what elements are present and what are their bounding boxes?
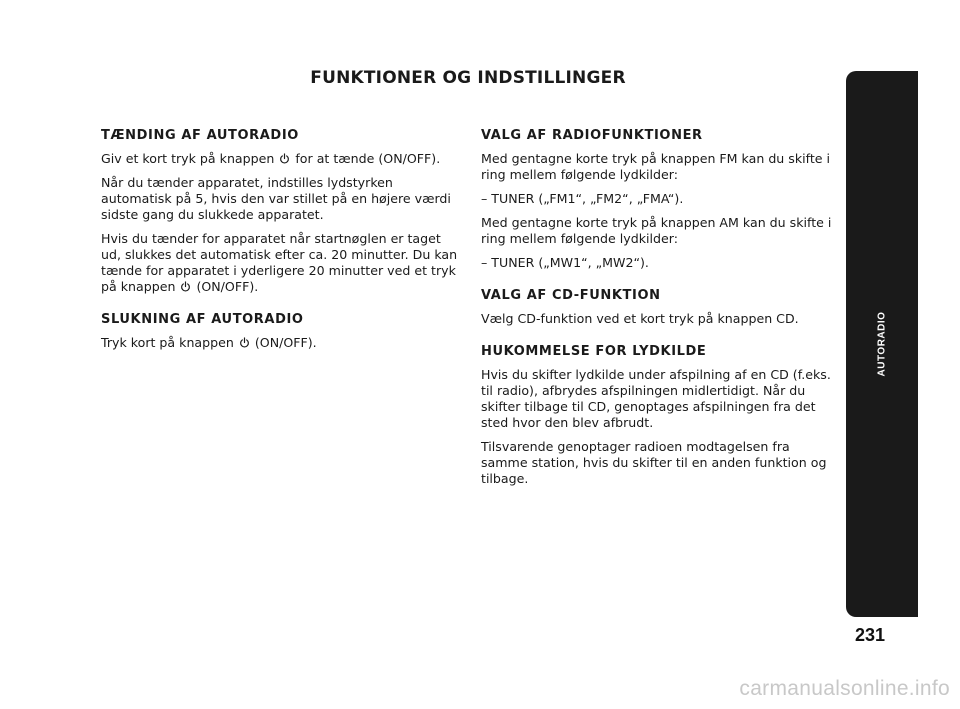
section-gap bbox=[481, 279, 837, 287]
power-icon bbox=[239, 337, 250, 348]
power-icon bbox=[279, 153, 290, 164]
paragraph: Når du tænder apparatet, indstilles lydstyrken automatisk på 5, hvis den var stillet på en højere værdi sidste gang du slukkede apparatet. bbox=[101, 175, 451, 222]
section-gap bbox=[101, 303, 461, 311]
section-heading-taending: TÆNDING AF AUTORADIO bbox=[101, 128, 299, 143]
paragraph bbox=[101, 231, 461, 295]
chapter-tab-label: AUTORADIO bbox=[876, 311, 888, 377]
paragraph-text: (ON/OFF). bbox=[192, 279, 259, 294]
paragraph: Hvis du skifter lydkilde under afspilning af en CD (f.eks. til radio), afbrydes afspilningen midlertidigt. Når du skifter tilbage til CD, genoptages afspilningen fra det sted hvor den blev afbrudt. bbox=[481, 367, 831, 430]
section-heading-radiofunktioner: VALG AF RADIOFUNKTIONER bbox=[481, 128, 703, 143]
left-column bbox=[101, 127, 461, 359]
paragraph: Vælg CD-funktion ved et kort tryk på knappen CD. bbox=[481, 311, 799, 326]
paragraph-text: Tryk kort på knappen bbox=[101, 335, 238, 350]
paragraph: Med gentagne korte tryk på knappen FM kan du skifte i ring mellem følgende lydkilder: bbox=[481, 151, 831, 182]
paragraph: – TUNER („FM1“, „FM2“, „FMA“). bbox=[481, 191, 684, 206]
section-heading-slukning: SLUKNING AF AUTORADIO bbox=[101, 312, 304, 327]
paragraph: – TUNER („MW1“, „MW2“). bbox=[481, 255, 649, 270]
section-heading-cd-funktion: VALG AF CD-FUNKTION bbox=[481, 288, 661, 303]
section-heading-hukommelse: HUKOMMELSE FOR LYDKILDE bbox=[481, 344, 707, 359]
watermark: carmanualsonline.info bbox=[739, 677, 950, 700]
paragraph bbox=[101, 335, 461, 351]
page-number: 231 bbox=[854, 625, 886, 645]
paragraph: Tilsvarende genoptager radioen modtagelsen fra samme station, hvis du skifter til en anden funktion og tilbage. bbox=[481, 439, 827, 486]
paragraph: Med gentagne korte tryk på knappen AM kan du skifte i ring mellem følgende lydkilder: bbox=[481, 215, 832, 246]
paragraph-text: (ON/OFF). bbox=[250, 335, 317, 350]
paragraph bbox=[101, 151, 461, 167]
paragraph-text: Hvis du tænder for apparatet når startnøglen er taget ud, slukkes det automatisk efter ca. 20 minutter. Du kan tænde for apparatet i yderligere 20 minutter ved et tryk på knappen bbox=[101, 231, 458, 294]
power-icon bbox=[180, 281, 191, 292]
paragraph-text: Giv et kort tryk på knappen bbox=[101, 151, 279, 166]
chapter-tab bbox=[846, 71, 918, 617]
paragraph-text: for at tænde (ON/OFF). bbox=[291, 151, 441, 166]
right-column bbox=[481, 127, 837, 495]
section-gap bbox=[481, 335, 837, 343]
page-title: FUNKTIONER OG INDSTILLINGER bbox=[310, 68, 626, 88]
